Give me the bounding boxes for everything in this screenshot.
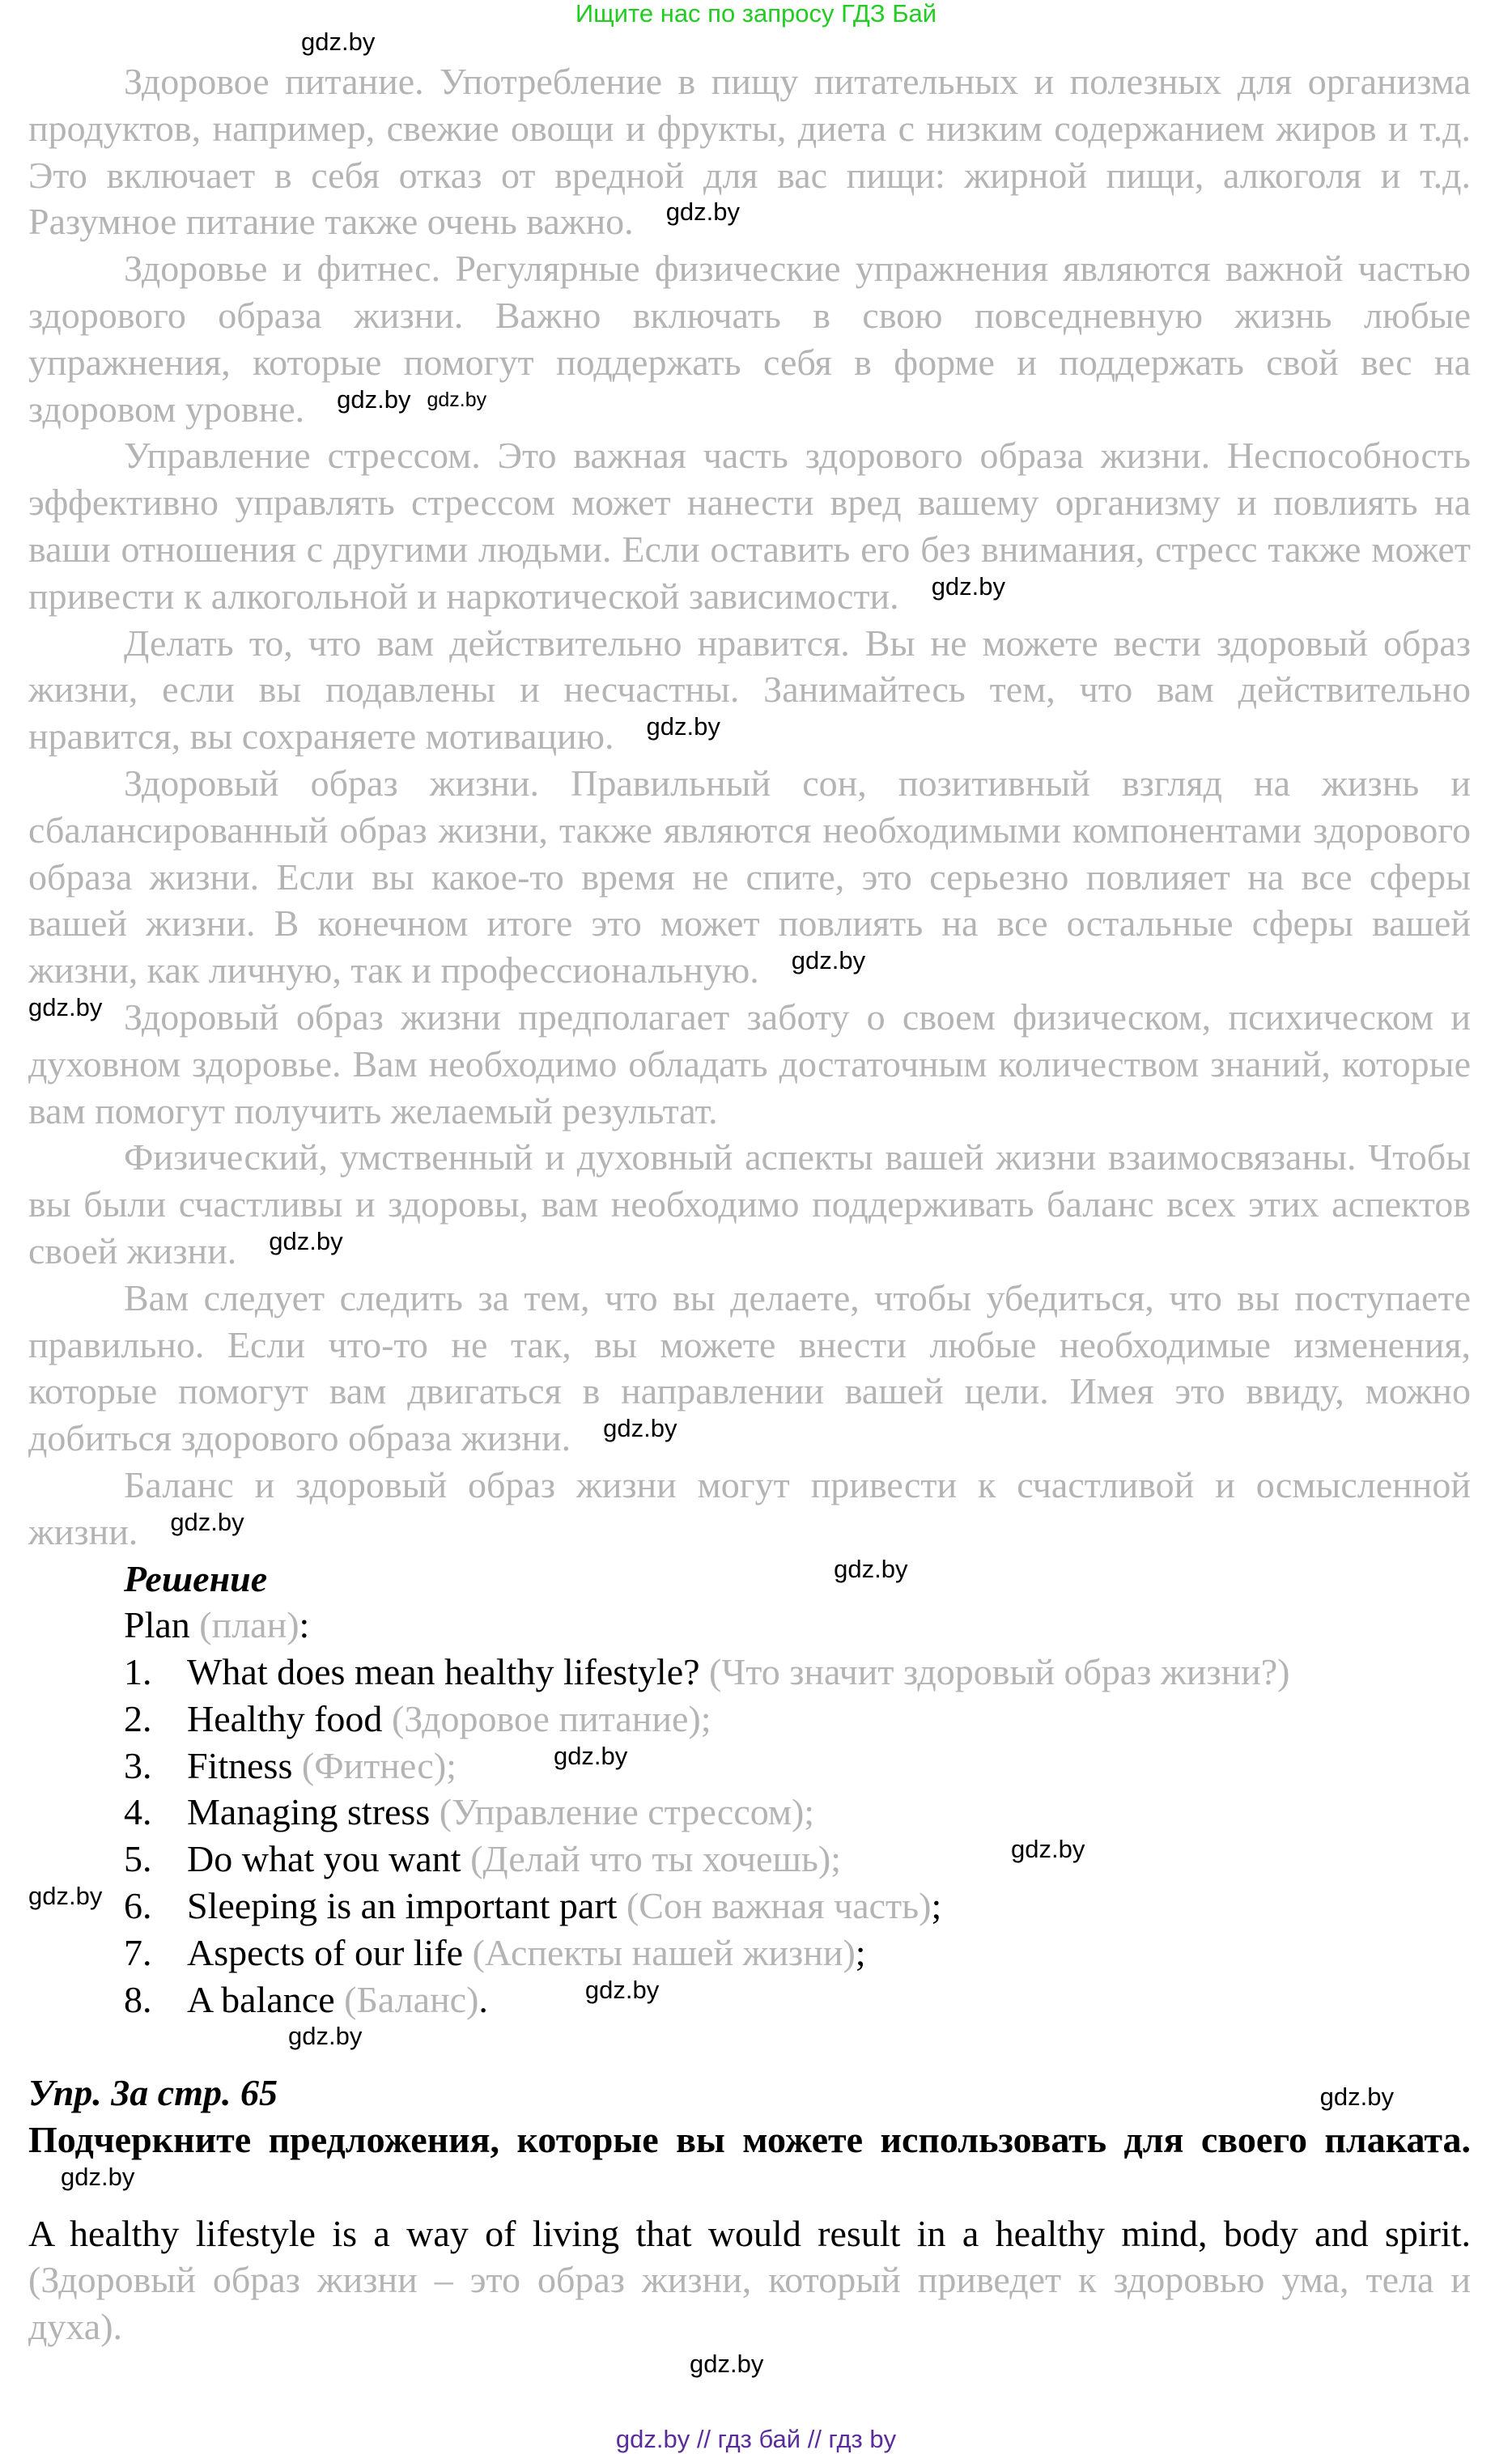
item-english: What does mean healthy lifestyle? <box>187 1651 700 1693</box>
paragraph-text: Управление стрессом. Это важная часть здорового образа жизни. Неспособность эффективно управлять стрессом может нанести вред вашему организму и повлиять на ваши отношения с другими людьми. Если оставить его без внимания, стресс также может привести к алкогольной и наркотической зависимости. <box>28 435 1471 617</box>
item-gutter <box>28 1883 124 1930</box>
item-number: 1. <box>124 1651 152 1693</box>
item-number: 3. <box>124 1744 152 1786</box>
item-english: Managing stress <box>187 1791 431 1833</box>
item-number: 4. <box>124 1791 152 1833</box>
watermark-row <box>28 2350 1471 2383</box>
watermark: gdz.by <box>337 384 411 414</box>
paragraph-text: Здоровье и фитнес. Регулярные физические упражнения являются важной частью здорового образа жизни. Важно включать в свою повседневную жизнь любые упражнения, которые помогут поддержать себя в форме и поддержать свой вес на здоровом уровне. <box>28 248 1471 430</box>
item-translation: (Фитнес); <box>301 1744 457 1786</box>
watermark: gdz.by <box>170 1507 244 1536</box>
indent-slot <box>28 994 124 1041</box>
plan-item <box>28 1789 1471 1836</box>
solution-title-row <box>28 1556 1471 1603</box>
paragraph <box>28 245 1471 432</box>
plan-item <box>28 1696 1471 1743</box>
item-number: 2. <box>124 1697 152 1739</box>
item-english: Fitness <box>187 1744 293 1786</box>
item-translation: (Сон важная часть) <box>626 1885 932 1927</box>
watermark: gdz.by <box>28 1882 103 1911</box>
item-translation: (Делай что ты хочешь); <box>470 1838 841 1880</box>
paragraph-text: Физический, умственный и духовный аспекты вашей жизни взаимосвязаны. Чтобы вы были счастливы и здоровы, вам необходимо поддерживать баланс всех этих аспектов своей жизни. <box>28 1136 1471 1272</box>
item-end: . <box>478 1978 488 2020</box>
item-text <box>187 1649 1290 1696</box>
solution-title: Решение <box>124 1557 268 1599</box>
watermark: gdz.by <box>690 2350 764 2379</box>
item-text <box>187 1930 866 1976</box>
watermark: gdz.by <box>1010 1835 1085 1864</box>
plan-colon: : <box>299 1604 310 1646</box>
item-end: ; <box>855 1931 866 1973</box>
item-translation: (Аспекты нашей жизни) <box>472 1931 856 1973</box>
paragraph-text: Баланс и здоровый образ жизни могут привести к счастливой и осмысленной жизни. <box>28 1463 1471 1552</box>
paragraph <box>28 1275 1471 1462</box>
item-text <box>187 1836 1085 1883</box>
watermark: gdz.by <box>791 946 866 975</box>
blank-line <box>28 2023 1471 2070</box>
watermark: gdz.by <box>288 2022 363 2051</box>
item-end: ; <box>931 1885 942 1927</box>
item-translation: (Что значит здоровый образ жизни?) <box>709 1651 1290 1693</box>
plan-item <box>28 1649 1471 1696</box>
watermark: gdz.by <box>603 1414 677 1443</box>
paragraph <box>28 432 1471 619</box>
item-text <box>187 1696 711 1743</box>
watermark: gdz.by <box>269 1226 343 1255</box>
watermark: gdz.by <box>28 992 103 1021</box>
item-number: 7. <box>124 1931 152 1973</box>
exercise-task-text: Подчеркните предложения, которые вы можете использовать для своего плаката. <box>28 2119 1471 2161</box>
plan-item <box>28 1930 1471 1976</box>
watermark: gdz.by <box>301 28 376 56</box>
watermark: gdz.by <box>834 1554 908 1583</box>
answer-english: A healthy lifestyle is a way of living that would result in a healthy mind, body and spirit. <box>28 2212 1471 2254</box>
paragraph-text: Делать то, что вам действительно нравится. Вы не можете вести здоровый образ жизни, если вы подавлены и несчастны. Занимайтесь тем, что вам действительно нравится, вы сохраняете мотивацию. <box>28 622 1471 758</box>
plan-item <box>28 1976 1471 2023</box>
item-english: Healthy food <box>187 1697 383 1739</box>
exercise-title-row <box>28 2070 1471 2116</box>
watermark: gdz.by <box>665 197 741 227</box>
plan-heading <box>28 1602 1471 1649</box>
item-number: 5. <box>124 1838 152 1880</box>
exercise-answer <box>28 2210 1471 2350</box>
paragraph <box>28 760 1471 994</box>
document-body <box>28 58 1471 2383</box>
plan-item <box>28 1883 1471 1930</box>
item-text <box>187 1743 627 1790</box>
item-translation: (Управление стрессом); <box>439 1791 815 1833</box>
paragraph-text: Вам следует следить за тем, что вы делаете, чтобы убедиться, что вы поступаете правильно. Если что-то не так, вы можете внести любые необходимые изменения, которые помогут вам двигаться в направлении вашей цели. Имея это ввиду, можно добиться здорового образа жизни. <box>28 1276 1471 1459</box>
item-english: Sleeping is an important part <box>187 1885 618 1927</box>
paragraph-text: Здоровый образ жизни. Правильный сон, позитивный взгляд на жизнь и сбалансированный образ жизни, также являются необходимыми компонентами здорового образа жизни. Если вы какое-то время не спите, это серьезно повлияет на все сферы вашей жизни. В конечном итоге это может повлиять на все остальные сферы вашей жизни, как личную, так и профессиональную. <box>28 762 1471 991</box>
plan-translation: (план) <box>199 1604 299 1646</box>
solution-section <box>28 1556 1471 2023</box>
footer-links[interactable]: gdz.by // гдз бай // гдз by <box>615 2425 897 2453</box>
item-text <box>187 1789 814 1836</box>
exercise-title: Упр. 3а стр. 65 <box>28 2072 278 2114</box>
exercise-task <box>28 2116 1471 2210</box>
item-number: 6. <box>124 1885 152 1927</box>
paragraph <box>28 58 1471 245</box>
item-translation: (Здоровое питание); <box>391 1697 711 1739</box>
watermark: gdz.by <box>61 2162 135 2191</box>
plan-list <box>28 1649 1471 2023</box>
item-text <box>187 1883 941 1930</box>
plan-label: Plan <box>124 1604 190 1646</box>
item-number: 8. <box>124 1978 152 2020</box>
watermark: gdz.by <box>427 388 487 411</box>
paragraph-text: Здоровый образ жизни предполагает заботу о своем физическом, психическом и духовном здоровье. Вам необходимо обладать достаточным количеством знаний, которые вам помогут получить желаемый результат. <box>28 996 1471 1131</box>
item-translation: (Баланс) <box>344 1978 479 2020</box>
item-text <box>187 1976 659 2023</box>
watermark: gdz.by <box>584 1975 660 2004</box>
item-english: Do what you want <box>187 1838 461 1880</box>
header-banner[interactable]: Ищите нас по запросу ГДЗ Бай <box>575 0 937 28</box>
paragraph-text: Здоровое питание. Употребление в пищу питательных и полезных для организма продуктов, например, свежие овощи и фрукты, диета с низким содержанием жиров и т.д. Это включает в себя отказ от вредной для вас пищи: жирной пищи, алкоголя и т.д. Разумное питание также очень важно. <box>28 61 1471 243</box>
paragraph <box>28 994 1471 1134</box>
watermark: gdz.by <box>646 712 720 741</box>
item-english: Aspects of our life <box>187 1931 464 1973</box>
watermark: gdz.by <box>931 571 1006 601</box>
watermark: gdz.by <box>1319 2083 1394 2112</box>
item-english: A balance <box>187 1978 335 2020</box>
paragraph <box>28 1462 1471 1556</box>
answer-translation: (Здоровый образ жизни – это образ жизни, который приведет к здоровью ума, тела и духа). <box>28 2259 1471 2348</box>
paragraph <box>28 620 1471 760</box>
plan-item <box>28 1743 1471 1790</box>
paragraph <box>28 1134 1471 1274</box>
plan-item <box>28 1836 1471 1883</box>
watermark: gdz.by <box>553 1741 628 1770</box>
